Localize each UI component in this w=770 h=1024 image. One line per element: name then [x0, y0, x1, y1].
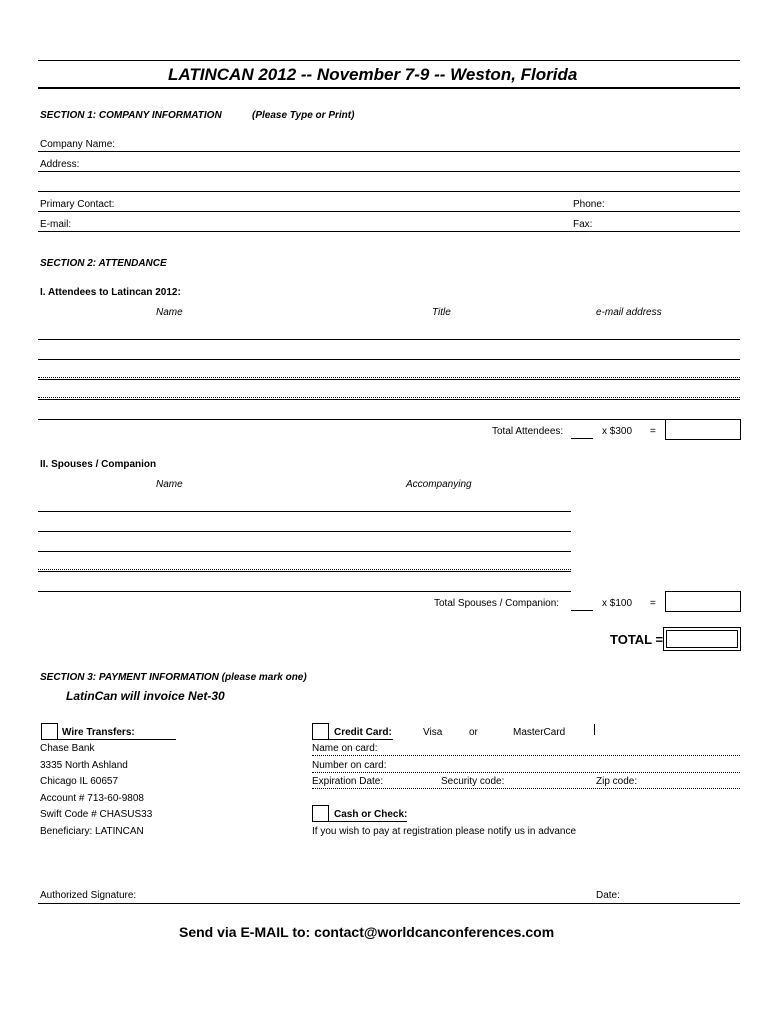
credit-card-checkbox[interactable]: [312, 723, 329, 740]
wire-bank: Chase Bank: [40, 743, 95, 754]
section1-note: (Please Type or Print): [252, 110, 355, 121]
signature-label: Authorized Signature:: [40, 890, 137, 901]
total-spouses-label: Total Spouses / Companion:: [434, 598, 560, 609]
attendee-price: x $300: [602, 426, 633, 437]
wire-transfer-underline: [56, 739, 176, 740]
card-name-field[interactable]: [312, 755, 740, 756]
address-field-line2[interactable]: [38, 191, 740, 192]
total-attendees-field[interactable]: [571, 438, 593, 439]
spouse-row[interactable]: [38, 531, 571, 532]
equals-sign: =: [650, 598, 656, 609]
row-separator: [38, 377, 740, 378]
row-separator: [38, 569, 571, 570]
attendee-row[interactable]: [38, 339, 740, 340]
company-name-label: Company Name:: [40, 139, 116, 150]
wire-account: Account # 713-60-9808: [40, 793, 144, 804]
wire-city: Chicago IL 60657: [40, 776, 119, 787]
signature-field[interactable]: [38, 903, 740, 904]
credit-card-label: Credit Card:: [334, 727, 392, 738]
zip-code-label: Zip code:: [596, 776, 638, 787]
cash-check-underline: [327, 821, 407, 822]
security-code-label: Security code:: [441, 776, 505, 787]
card-name-label: Name on card:: [312, 743, 378, 754]
cash-check-checkbox[interactable]: [312, 805, 329, 822]
spouses-heading: II. Spouses / Companion: [40, 459, 157, 470]
card-number-label: Number on card:: [312, 760, 387, 771]
spouse-row[interactable]: [38, 571, 571, 572]
send-email-note: Send via E-MAIL to: contact@worldcanconferences.com: [179, 924, 555, 940]
col-accompanying: Accompanying: [406, 479, 472, 490]
company-name-field[interactable]: [38, 151, 740, 152]
invoice-note: LatinCan will invoice Net-30: [66, 689, 225, 703]
spouse-row[interactable]: [38, 591, 571, 592]
wire-transfer-label: Wire Transfers:: [62, 727, 135, 738]
title-rule: [38, 87, 740, 89]
attendees-amount-box[interactable]: [665, 419, 741, 440]
wire-transfer-checkbox[interactable]: [41, 723, 58, 740]
total-attendees-label: Total Attendees:: [492, 426, 564, 437]
total-amount-inner: [666, 630, 738, 648]
cash-check-note: If you wish to pay at registration please notify us in advance: [312, 826, 577, 837]
section3-heading: SECTION 3: PAYMENT INFORMATION (please mark one): [40, 672, 307, 683]
equals-sign: =: [650, 426, 656, 437]
spouses-amount-box[interactable]: [665, 591, 741, 612]
total-label: TOTAL =: [610, 632, 664, 647]
col-email: e-mail address: [596, 307, 662, 318]
form-title: LATINCAN 2012 -- November 7-9 -- Weston, Florida: [168, 65, 578, 84]
attendee-row[interactable]: [38, 379, 740, 380]
section2-heading: SECTION 2: ATTENDANCE: [40, 258, 167, 269]
cash-check-label: Cash or Check:: [334, 809, 408, 820]
attendee-row[interactable]: [38, 419, 740, 420]
attendee-row[interactable]: [38, 399, 740, 400]
address-field[interactable]: [38, 171, 740, 172]
primary-contact-label: Primary Contact:: [40, 199, 115, 210]
or-text: or: [469, 727, 478, 738]
date-label: Date:: [596, 890, 620, 901]
attendees-heading: I. Attendees to Latincan 2012:: [40, 287, 181, 298]
total-amount-box[interactable]: [663, 627, 741, 651]
wire-swift: Swift Code # CHASUS33: [40, 809, 153, 820]
expiration-label: Expiration Date:: [312, 776, 384, 787]
col-title: Title: [432, 307, 451, 318]
attendee-row[interactable]: [38, 359, 740, 360]
row-separator: [38, 397, 740, 398]
text-cursor: [594, 724, 595, 735]
card-expiration-field[interactable]: [312, 788, 740, 789]
col-name: Name: [156, 307, 183, 318]
spouse-price: x $100: [602, 598, 633, 609]
email-field[interactable]: [38, 231, 740, 232]
email-label: E-mail:: [40, 219, 72, 230]
spouse-row[interactable]: [38, 551, 571, 552]
wire-beneficiary: Beneficiary: LATINCAN: [40, 826, 144, 837]
credit-card-underline: [327, 739, 393, 740]
mastercard-option[interactable]: MasterCard: [513, 727, 566, 738]
visa-option[interactable]: Visa: [423, 727, 443, 738]
col-spouse-name: Name: [156, 479, 183, 490]
top-rule: [38, 60, 740, 61]
primary-contact-field[interactable]: [38, 211, 740, 212]
section1-heading: SECTION 1: COMPANY INFORMATION: [40, 110, 222, 121]
address-label: Address:: [40, 159, 80, 170]
spouse-row[interactable]: [38, 511, 571, 512]
fax-label: Fax:: [573, 219, 593, 230]
phone-label: Phone:: [573, 199, 605, 210]
card-number-field[interactable]: [312, 772, 740, 773]
wire-street: 3335 North Ashland: [40, 760, 128, 771]
total-spouses-field[interactable]: [571, 610, 593, 611]
